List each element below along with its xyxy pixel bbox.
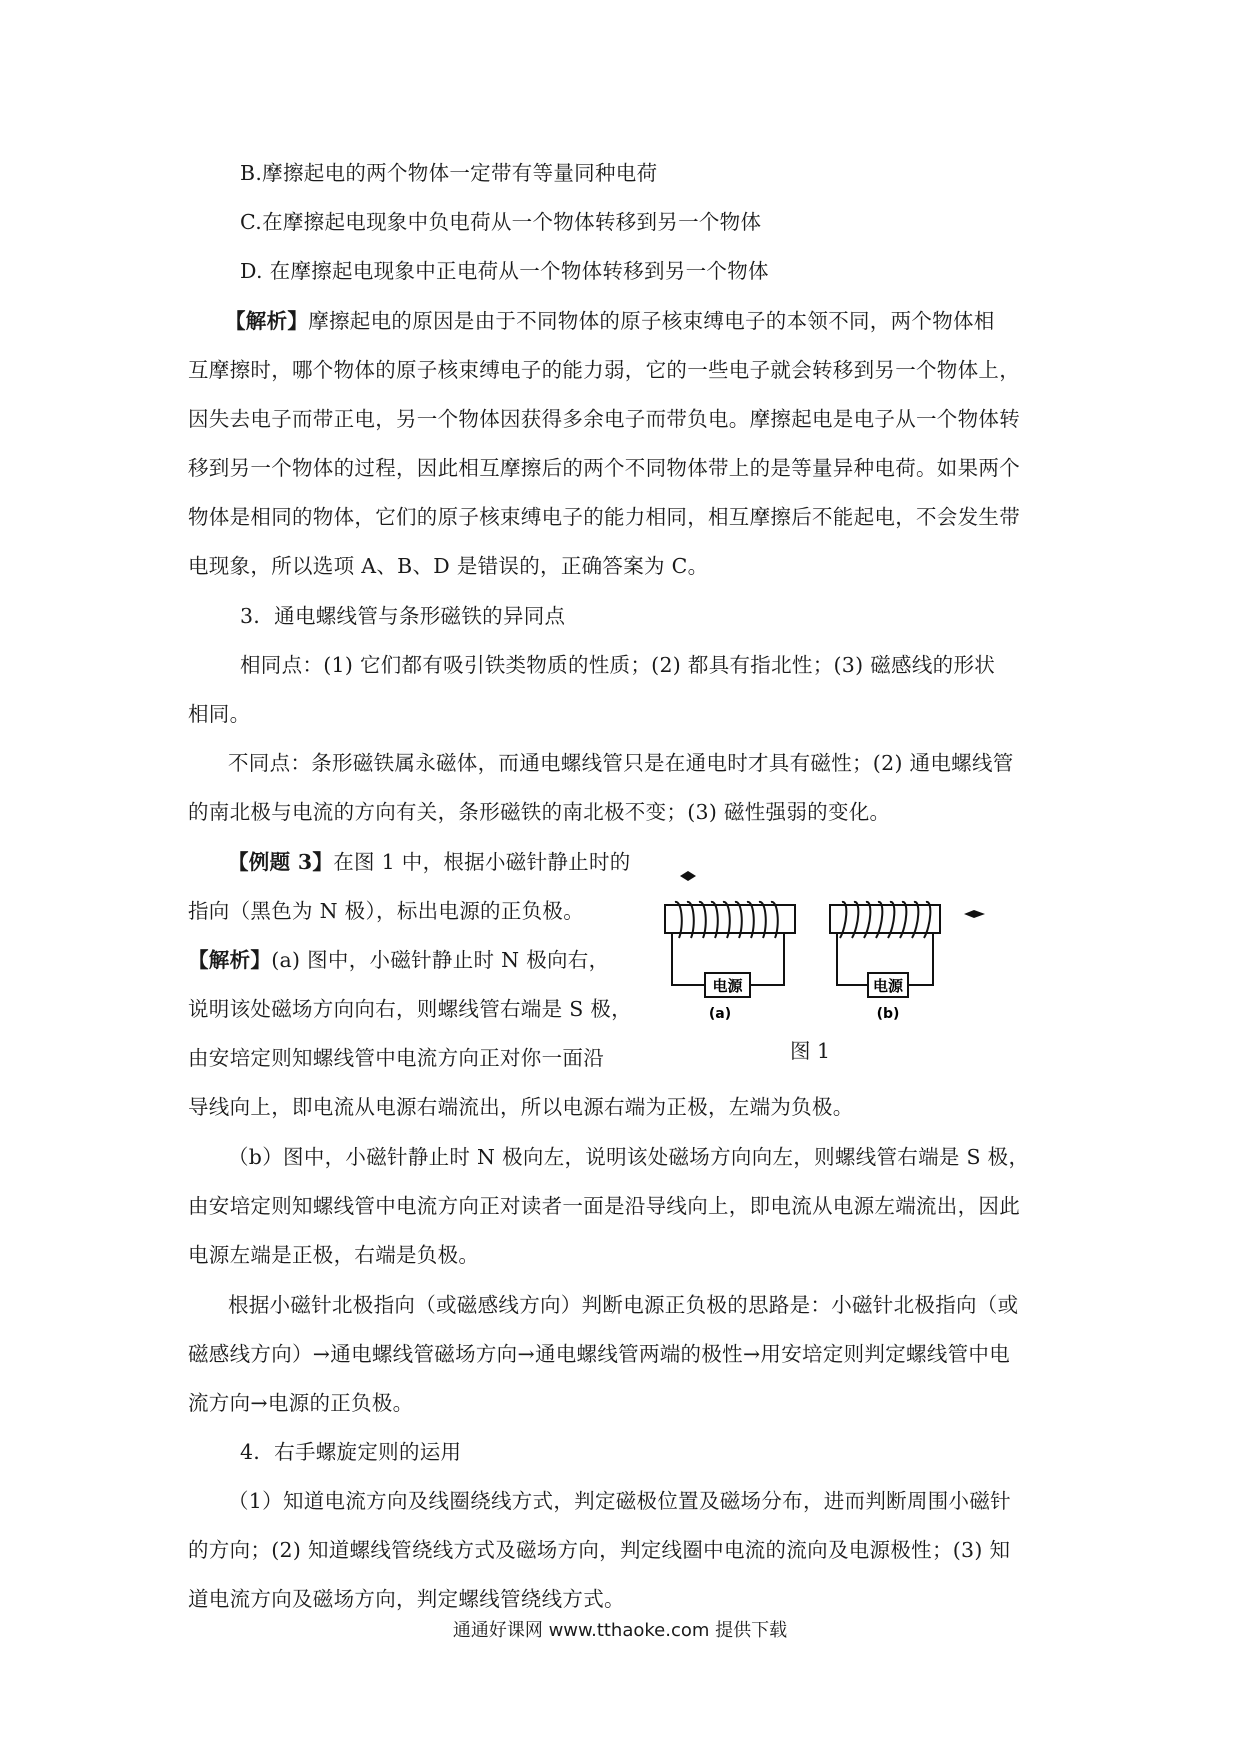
example-3-line-2: 指向（黑色为 N 极），标出电源的正负极。 [188,899,585,923]
idea-line-1: 根据小磁针北极指向（或磁感线方向）判断电源正负极的思路是：小磁针北极指向（或 [228,1293,1019,1317]
example-3-line-3 [188,945,609,975]
section-3-heading: 3．通电螺线管与条形磁铁的异同点 [240,604,566,628]
figure-label-a: (a) [708,1006,732,1022]
analysis-1-line-2: 互摩擦时，哪个物体的原子核束缚电子的能力弱，它的一些电子就会转移到另一个物体上， [188,358,1020,382]
power-source-a-label: 电源 [712,977,743,995]
option-c: C.在摩擦起电现象中负电荷从一个物体转移到另一个物体 [240,210,762,234]
analysis-1-line-6: 电现象，所以选项 A、B、D 是错误的，正确答案为 C。 [188,554,709,578]
example-3-line-4: 说明该处磁场方向向右，则螺线管右端是 S 极， [188,997,632,1021]
section-4-line-2: 的方向；(2) 知道螺线管绕线方式及磁场方向，判定线圈中电流的流向及电源极性；(3) 知 [188,1538,1011,1562]
example-analysis-text: (a) 图中，小磁针静止时 N 极向右， [271,948,610,972]
example-3-line-6: 导线向上，即电流从电源右端流出，所以电源右端为正极，左端为负极。 [188,1095,854,1119]
figure-1-diagram [660,868,1020,1038]
section-4-heading: 4．右手螺旋定则的运用 [240,1440,462,1464]
idea-line-2: 磁感线方向）→通电螺线管磁场方向→通电螺线管两端的极性→用安培定则判定螺线管中电 [188,1342,1011,1366]
wire-left-b [837,933,868,985]
wire-left-a [672,933,705,985]
analysis-tag: 【解析】 [225,309,309,333]
wire-right-b [908,933,933,985]
figure-label-b: (b) [876,1006,900,1022]
solenoid-circuits-svg [660,868,1020,1038]
analysis-1-line-5: 物体是相同的物体，它们的原子核束缚电子的能力相同，相互摩擦后不能起电，不会发生带 [188,505,1020,529]
section-3-same-line-2: 相同。 [188,702,251,726]
example-tag: 【例题 3】 [228,850,334,874]
analysis-1-line-3: 因失去电子而带正电，另一个物体因获得多余电子而带负电。摩擦起电是电子从一个物体转 [188,407,1020,431]
option-d: D. 在摩擦起电现象中正电荷从一个物体转移到另一个物体 [240,259,769,283]
power-source-b-label: 电源 [872,977,904,995]
section-3-same-line-1: 相同点：(1) 它们都有吸引铁类物质的性质；(2) 都具有指北性；(3) 磁感线的形状 [240,653,996,677]
example-3-line-5: 由安培定则知螺线管中电流方向正对你一面沿 [188,1046,604,1070]
section-4-line-1: （1）知道电流方向及线圈绕线方式，判定磁极位置及磁场分布，进而判断周围小磁针 [228,1489,1011,1513]
compass-needle-b [964,910,985,918]
analysis-1-line-1 [225,306,995,336]
example-3-b-line-1: （b）图中，小磁针静止时 N 极向左，说明该处磁场方向向左，则螺线管右端是 S 极， [228,1145,1030,1169]
section-4-line-3: 道电流方向及磁场方向，判定螺线管绕线方式。 [188,1587,625,1611]
circuit-b [830,902,940,1022]
wire-right-a [750,933,784,985]
example-3-line-1 [228,847,631,877]
circuit-a [665,902,795,1022]
section-3-diff-line-1: 不同点：条形磁铁属永磁体，而通电螺线管只是在通电时才具有磁性；(2) 通电螺线管 [228,751,1014,775]
figure-caption: 图 1 [790,1039,831,1063]
example-3-b-line-3: 电源左端是正极，右端是负极。 [188,1243,480,1267]
example-analysis-tag: 【解析】 [188,948,272,972]
compass-needle-a [680,871,696,881]
example-text: 在图 1 中，根据小磁针静止时的 [333,850,631,874]
option-b: B.摩擦起电的两个物体一定带有等量同种电荷 [240,161,658,185]
example-3-b-line-2: 由安培定则知螺线管中电流方向正对读者一面是沿导线向上，即电流从电源左端流出，因此 [188,1194,1020,1218]
idea-line-3: 流方向→电源的正负极。 [188,1391,414,1415]
analysis-1-line-4: 移到另一个物体的过程，因此相互摩擦后的两个不同物体带上的是等量异种电荷。如果两个 [188,456,1020,480]
analysis-text: 摩擦起电的原因是由于不同物体的原子核束缚电子的本领不同，两个物体相 [308,309,995,333]
section-3-diff-line-2: 的南北极与电流的方向有关，条形磁铁的南北极不变；(3) 磁性强弱的变化。 [188,800,891,824]
page-footer: 通通好课网 www.tthaoke.com 提供下载 [452,1620,788,1641]
